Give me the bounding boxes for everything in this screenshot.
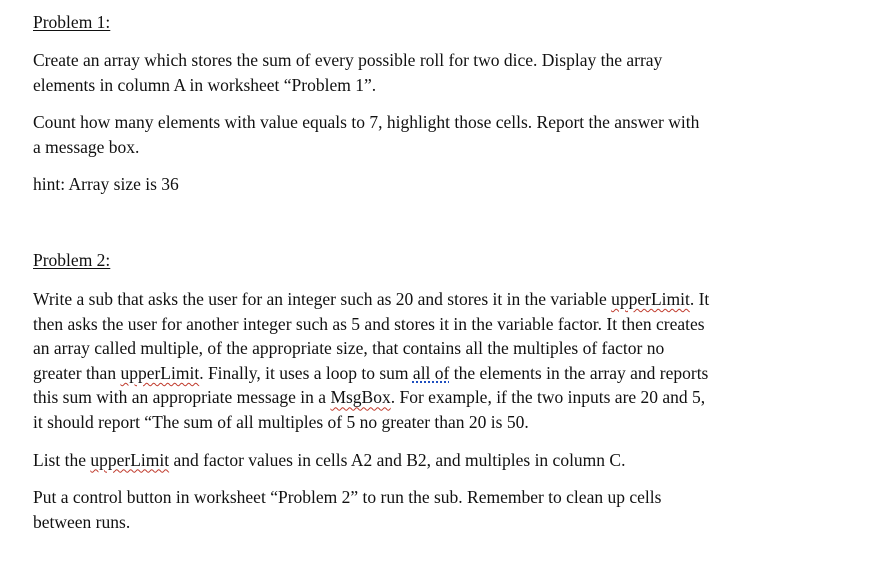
text-line — [33, 361, 823, 386]
spelling-flagged-word[interactable]: MsgBox — [330, 387, 391, 408]
problem-2-paragraph-2 — [33, 448, 823, 473]
text-span: the elements in the array and reports — [449, 362, 709, 383]
text-line: Put a control button in worksheet “Problem 2” to run the sub. Remember to clean up cells — [33, 487, 662, 508]
text-span: and factor values in cells A2 and B2, and multiples in column C. — [169, 449, 626, 470]
grammar-flagged-phrase[interactable]: all of — [412, 362, 450, 383]
text-line — [33, 448, 823, 473]
text-span: . Finally, it uses a loop to sum — [199, 362, 413, 383]
spelling-flagged-word[interactable]: upperLimit — [120, 362, 200, 383]
text-span: . For example, if the two inputs are 20 and 5, — [390, 387, 706, 408]
spelling-flagged-word[interactable]: upperLimit — [90, 449, 170, 470]
problem-1-paragraph-1 — [33, 48, 823, 97]
text-line: it should report “The sum of all multiples of 5 no greater than 20 is 50. — [33, 411, 529, 432]
text-line: Count how many elements with value equals to 7, highlight those cells. Report the answer with — [33, 112, 700, 133]
text-span: this sum with an appropriate message in a — [33, 387, 331, 408]
problem-1-paragraph-2 — [33, 110, 823, 159]
text-span: greater than — [33, 362, 121, 383]
problem-2-heading: Problem 2: — [33, 249, 111, 270]
text-line: then asks the user for another integer such as 5 and stores it in the variable factor. It then creates — [33, 313, 705, 334]
problem-1-heading: Problem 1: — [33, 12, 111, 32]
text-line: between runs. — [33, 511, 131, 532]
text-line: an array called multiple, of the appropriate size, that contains all the multiples of factor no — [33, 338, 665, 359]
text-line — [33, 287, 823, 312]
text-line: Create an array which stores the sum of every possible roll for two dice. Display the array — [33, 50, 663, 70]
text-line: a message box. — [33, 136, 140, 157]
text-span: Write a sub that asks the user for an integer such as 20 and stores it in the variable — [33, 288, 612, 309]
problem-1-hint: hint: Array size is 36 — [33, 174, 179, 195]
problem-2-paragraph-3 — [33, 485, 823, 534]
document-page — [33, 10, 823, 534]
text-line: elements in column A in worksheet “Problem 1”. — [33, 74, 377, 95]
text-span: . It — [689, 288, 710, 309]
spelling-flagged-word[interactable]: upperLimit — [611, 288, 690, 309]
text-line — [33, 385, 823, 410]
problem-2-paragraph-1 — [33, 287, 823, 435]
text-span: List the — [33, 449, 91, 470]
